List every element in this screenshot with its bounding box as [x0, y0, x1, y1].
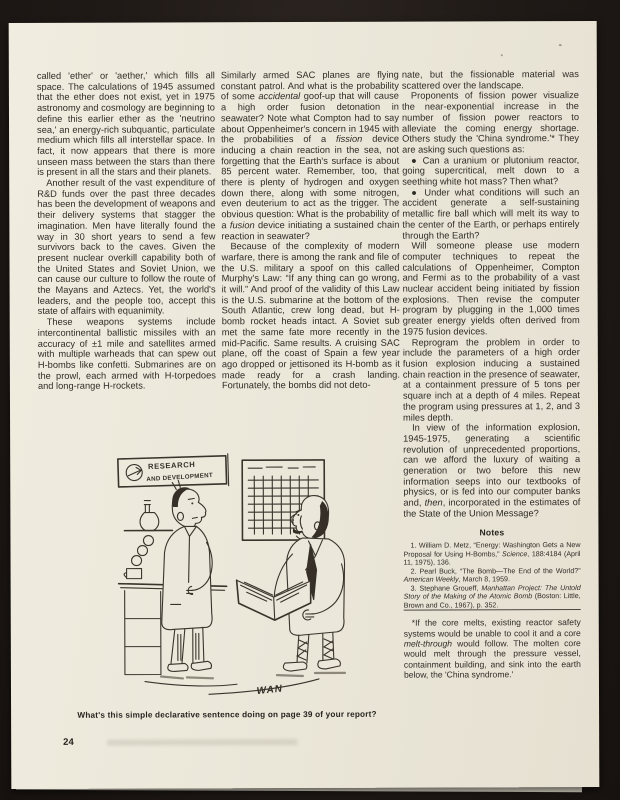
dust-speck: [501, 54, 503, 56]
dust-speck: [559, 44, 562, 46]
col3-bullet-2: ● Under what conditions will such an accident generate a self-sustaining metallic fire ball which will melt its way to the center of the Earth, or perhaps entirely through the Earth?: [402, 186, 580, 241]
lab-shelf: [124, 500, 172, 530]
cartoon-illustration: [60, 452, 393, 707]
cartoonist-signature: WAN: [256, 683, 284, 698]
arrow-logo-icon: [128, 467, 141, 475]
col3-p3: Will someone please use modern computer techniques to repeat the calculations of Oppenheimer, Compton and Fermi as to the probability of a vast nuclear accident being initiated by fission explosions. Then revise the computer program by plugging in the 1,000 times greater energy yields often derived from 1975 fusion devices.: [402, 240, 580, 337]
show-through-smudge: [107, 739, 297, 746]
magazine-page: [9, 21, 600, 789]
note-3: 3. Stephane Groueff, Manhattan Project: The Untold Story of the Making of the Atomic Bomb (Boston: Little, Brown and Co., 1967), p. 352.: [403, 583, 581, 610]
lab-apparatus: [124, 536, 154, 579]
note-2: 2. Pearl Buck, “The Bomb—The End of the World?” American Weekly, March 8, 1959.: [403, 566, 581, 584]
page-number: 24: [63, 736, 74, 748]
col1-p1: called 'ether' or 'aether,' which fills all space. The calculations of 1945 assumed that the ether does not exist, yet in 1975 astronomy and cosmology are beginning to define this earlier ether as the 'neutrino sea,' an energy-rich subquantic, particulate medium which fills all interstellar space. In fact, it now appears that there is more unseen mass between the stars than there is present in all the stars and their planets.: [36, 70, 216, 178]
ground: [145, 679, 319, 698]
note-1: 1. William D. Metz, “Energy: Washington Gets a New Proposal for Using H-Bombs,” Science, 188:4184 (April 11, 1975), 136.: [403, 541, 581, 567]
col3-p4: Reprogram the problem in order to include the parameters of a high order fusion explosion inducing a sustained chain reaction in the presence of seawater, at a containment pressure of 5 tons per square inch at a depth of 4 miles. Repeat the program using pressures at 1, 2, and 3 miles depth.: [402, 336, 581, 423]
text-column-1: [37, 70, 216, 392]
sign-text-line1: RESEARCH: [147, 459, 196, 472]
col3-p2: Proponents of fission power visualize the near-exponential increase in the number of fission power reactors to alleviate the coming energy shortage. Others study the 'China syndrome.'* They are asking such questions as:: [401, 90, 580, 155]
col2-p2: Because of the complexity of modern warfare, there is among the rank and file of the U.S. military a spoof on this called Murphy's Law: “If any thing can go wrong, it will.” And proof of the validity of this Law is the U.S. submarine at the bottom of the South Atlantic, crew long dead, but H-bomb rocket heads intact. A Soviet sub met the same fate more recently in the mid-Pacific. Same results. A cruising SAC plane, off the coast of Spain a few year ago dropped or jettisoned its H-bomb as it made ready for a crash landing. Fortunately, the bombs did not deto-: [221, 240, 400, 391]
notes-header: Notes: [479, 526, 505, 537]
col3-p1: nate, but the fissionable material was scattered over the landscape.: [401, 69, 579, 91]
col1-p2: Another result of the vast expenditure of R&D funds over the past three decades has been the development of weapons and their delivery systems that stagger the imagination. Men have literally found the way in 30 short years to send a few survivors back to the caves. Given the present nuclear overkill capability both of the United States and Soviet Union, we can cause our culture to follow the route of the Mayans and Aztecs. Yet, the world's leaders, and the people too, accept this state of affairs with equanimity.: [37, 177, 216, 317]
col1-p3: These weapons systems include intercontinental ballistic missiles with an accuracy of ±1 mile and satellites armed with multiple warheads that can spew out H-bombs like confetti. Submarines are on the prowl, each armed with H-torpedoes and long-range H-rockets.: [37, 316, 216, 392]
col2-p1: Similarly armed SAC planes are flying constant patrol. And what is the probability of some accidental goof-up that will cause a high order fusion detonation in seawater? Note what Compton had to say about Oppenheimer's concern in 1945 with the probabilities of a fission device inducing a chain reaction in the sea, not forgetting that the Earth's surface is about 85 percent water. Remember, too, that there is plenty of hydrogen and oxygen down there, along with some nitrogen, even deuterium to act as the trigger. The obvious question: What is the probability of a fusion device initiating a sustained chain reaction in seawater?: [220, 69, 400, 241]
text-column-3: [402, 69, 581, 680]
col3-bullet-1: ● Can a uranium or plutonium reactor, going supercritical, melt down to a seething white hot mass? Then what?: [402, 154, 580, 187]
china-syndrome-footnote: *If the core melts, existing reactor safety systems would be unable to cool it and a core melt-through would follow. The molten core would melt through the pressure vessel, containment building, and sink into the earth below, the 'China syndrome.': [404, 609, 581, 680]
text-column-2: [221, 70, 400, 392]
col3-p5: In view of the information explosion, 1945-1975, generating a scientific revolution of unprecedented proportions, can we afford the luxury of waiting a generation or two before this new information seeps into our textbooks of physics, or is fed into our computer banks and, then, incorporated in the estimates of the State of the Union Message?: [403, 422, 581, 519]
cartoon-caption: What's this simple declarative sentence doing on page 39 of your report?: [77, 709, 377, 720]
sign-text-line2: AND DEVELOPMENT: [146, 471, 214, 484]
scientist-left: [160, 480, 213, 678]
